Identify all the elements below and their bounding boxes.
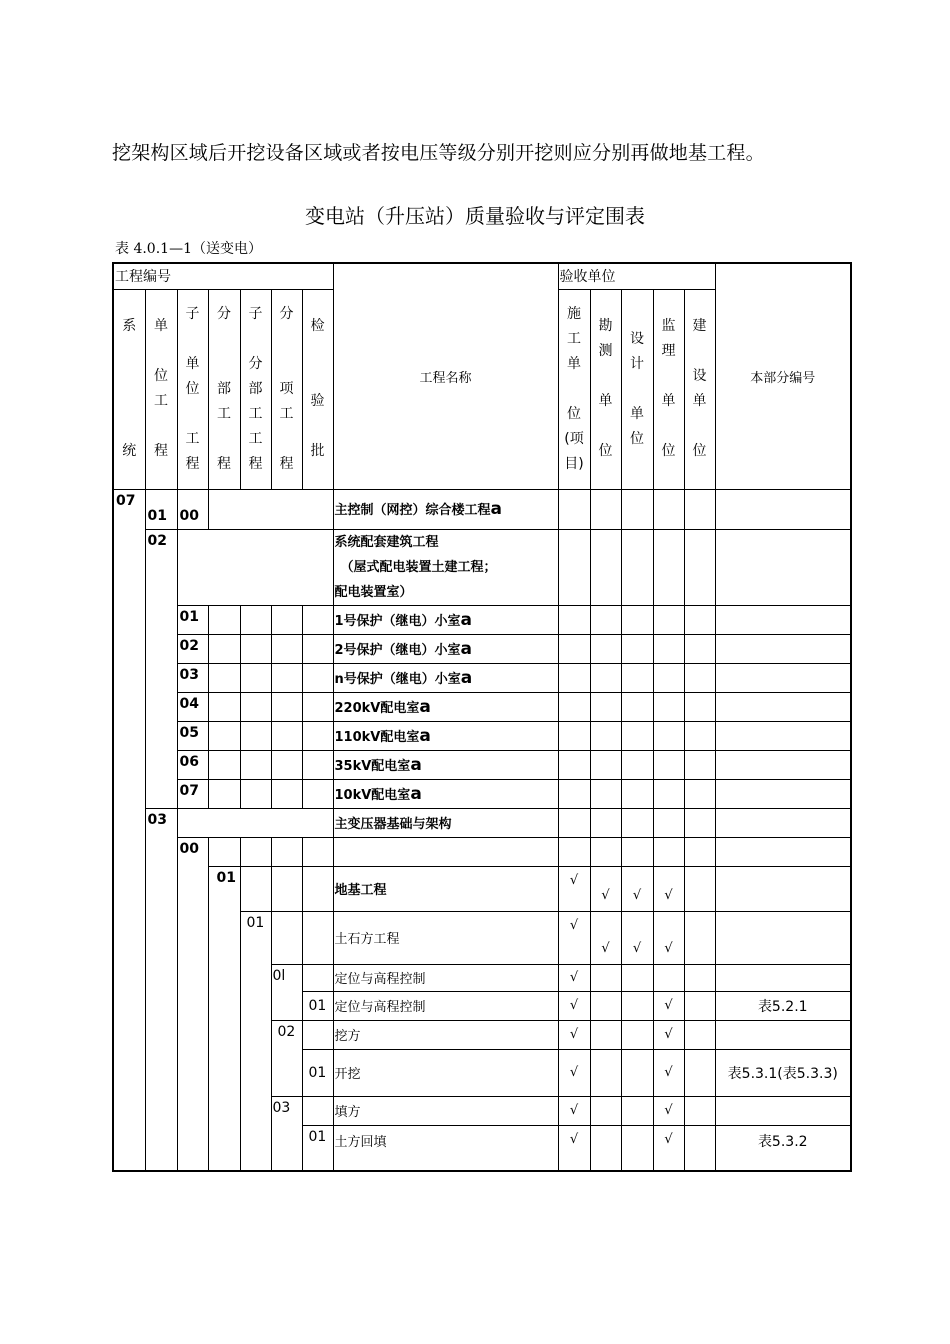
project-name: 土石方工程 bbox=[333, 911, 558, 964]
code-subdivision: 01 bbox=[240, 911, 271, 1171]
table-row bbox=[113, 837, 851, 866]
unit-group-header: 验收单位 bbox=[558, 263, 715, 289]
check-supervision: √ bbox=[653, 991, 684, 1020]
check-survey: √ bbox=[590, 866, 621, 911]
check-construction: √ bbox=[558, 1020, 590, 1049]
check-supervision: √ bbox=[653, 1096, 684, 1125]
project-name: 主控制（网控）综合楼工程a bbox=[333, 489, 558, 529]
project-name: 10kV配电室a bbox=[333, 779, 558, 808]
project-name-header: 工程名称 bbox=[333, 263, 558, 489]
col-header-system: 系 统 bbox=[113, 289, 145, 489]
check-construction: √ bbox=[558, 1096, 590, 1125]
project-name: 主变压器基础与架构 bbox=[333, 808, 558, 837]
check-survey: √ bbox=[590, 911, 621, 964]
check-supervision: √ bbox=[653, 866, 684, 911]
project-name: 35kV配电室a bbox=[333, 750, 558, 779]
code-unit: 01 bbox=[145, 489, 177, 529]
code-group-header: 工程编号 bbox=[113, 263, 333, 289]
table-row bbox=[113, 529, 851, 605]
project-name: 挖方 bbox=[333, 1020, 558, 1049]
col-header-item: 分 项 工 程 bbox=[271, 289, 302, 489]
section-code: 表5.3.1(表5.3.3) bbox=[715, 1049, 851, 1096]
check-supervision: √ bbox=[653, 1125, 684, 1171]
col-header-design: 设 计 单 位 bbox=[621, 289, 653, 489]
code-item: 03 bbox=[271, 1096, 302, 1171]
project-name bbox=[333, 837, 558, 866]
code-subunit: 07 bbox=[177, 779, 208, 808]
code-item: 02 bbox=[271, 1020, 302, 1096]
project-name: 2号保护（继电）小室a bbox=[333, 634, 558, 663]
project-name: 定位与高程控制 bbox=[333, 964, 558, 991]
code-item: 0l bbox=[271, 964, 302, 1020]
check-construction: √ bbox=[558, 911, 590, 964]
project-name: 110kV配电室a bbox=[333, 721, 558, 750]
code-subunit: 02 bbox=[177, 634, 208, 663]
header-row-groups bbox=[113, 263, 851, 289]
check-supervision: √ bbox=[653, 911, 684, 964]
intro-text: 挖架构区域后开挖设备区域或者按电压等级分别开挖则应分别再做地基工程。 bbox=[112, 142, 765, 164]
col-header-supervision: 监 理 单 位 bbox=[653, 289, 684, 489]
section-code-header: 本部分编号 bbox=[715, 263, 851, 489]
code-batch: 01 bbox=[302, 1049, 333, 1096]
table-row bbox=[113, 866, 851, 911]
code-subunit: 01 bbox=[177, 605, 208, 634]
check-supervision: √ bbox=[653, 1020, 684, 1049]
section-code: 表5.3.2 bbox=[715, 1125, 851, 1171]
col-header-division: 分 部 工 程 bbox=[208, 289, 240, 489]
check-design: √ bbox=[621, 866, 653, 911]
code-subunit: 03 bbox=[177, 663, 208, 692]
project-name: 填方 bbox=[333, 1096, 558, 1125]
table-row bbox=[113, 663, 851, 692]
col-header-survey: 勘 测 单 位 bbox=[590, 289, 621, 489]
check-design: √ bbox=[621, 911, 653, 964]
project-name: 土方回填 bbox=[333, 1125, 558, 1171]
check-construction: √ bbox=[558, 964, 590, 991]
col-header-unit: 单 位 工 程 bbox=[145, 289, 177, 489]
table-caption: 表 4.0.1—1（送变电） bbox=[115, 241, 262, 257]
table-row bbox=[113, 750, 851, 779]
check-supervision: √ bbox=[653, 1049, 684, 1096]
section-code: 表5.2.1 bbox=[715, 991, 851, 1020]
code-batch: 01 bbox=[302, 991, 333, 1020]
project-name: 系统配套建筑工程 （屋式配电装置土建工程； 配电装置室） bbox=[333, 529, 558, 605]
col-header-owner: 建 设 单 位 bbox=[684, 289, 715, 489]
code-system: 07 bbox=[113, 489, 145, 1171]
code-unit: 02 bbox=[145, 529, 177, 808]
table-row bbox=[113, 489, 851, 529]
project-name: 定位与高程控制 bbox=[333, 991, 558, 1020]
col-header-construction: 施 工 单 位 (项 目) bbox=[558, 289, 590, 489]
table-row bbox=[113, 808, 851, 837]
code-subunit: 04 bbox=[177, 692, 208, 721]
code-subunit: 05 bbox=[177, 721, 208, 750]
project-name: n号保护（继电）小室a bbox=[333, 663, 558, 692]
check-construction: √ bbox=[558, 1049, 590, 1096]
table-row bbox=[113, 692, 851, 721]
check-construction: √ bbox=[558, 991, 590, 1020]
project-name: 地基工程 bbox=[333, 866, 558, 911]
table-row bbox=[113, 721, 851, 750]
table-row bbox=[113, 779, 851, 808]
project-name: 开挖 bbox=[333, 1049, 558, 1096]
acceptance-table bbox=[112, 262, 852, 1172]
code-subunit: 00 bbox=[177, 489, 208, 529]
col-header-subdivision: 子 分 部 工 工 程 bbox=[240, 289, 271, 489]
code-subunit: 06 bbox=[177, 750, 208, 779]
project-name: 1号保护（继电）小室a bbox=[333, 605, 558, 634]
code-subunit: 00 bbox=[177, 837, 208, 1171]
project-name: 220kV配电室a bbox=[333, 692, 558, 721]
code-batch: 01 bbox=[302, 1125, 333, 1171]
page-title: 变电站（升压站）质量验收与评定围表 bbox=[305, 204, 645, 228]
col-header-subunit: 子 单 位 工 程 bbox=[177, 289, 208, 489]
table-row bbox=[113, 605, 851, 634]
check-construction: √ bbox=[558, 1125, 590, 1171]
check-construction: √ bbox=[558, 866, 590, 911]
code-division: 01 bbox=[208, 866, 240, 1171]
code-unit: 03 bbox=[145, 808, 177, 1171]
col-header-batch: 检 验 批 bbox=[302, 289, 333, 489]
table-row bbox=[113, 634, 851, 663]
